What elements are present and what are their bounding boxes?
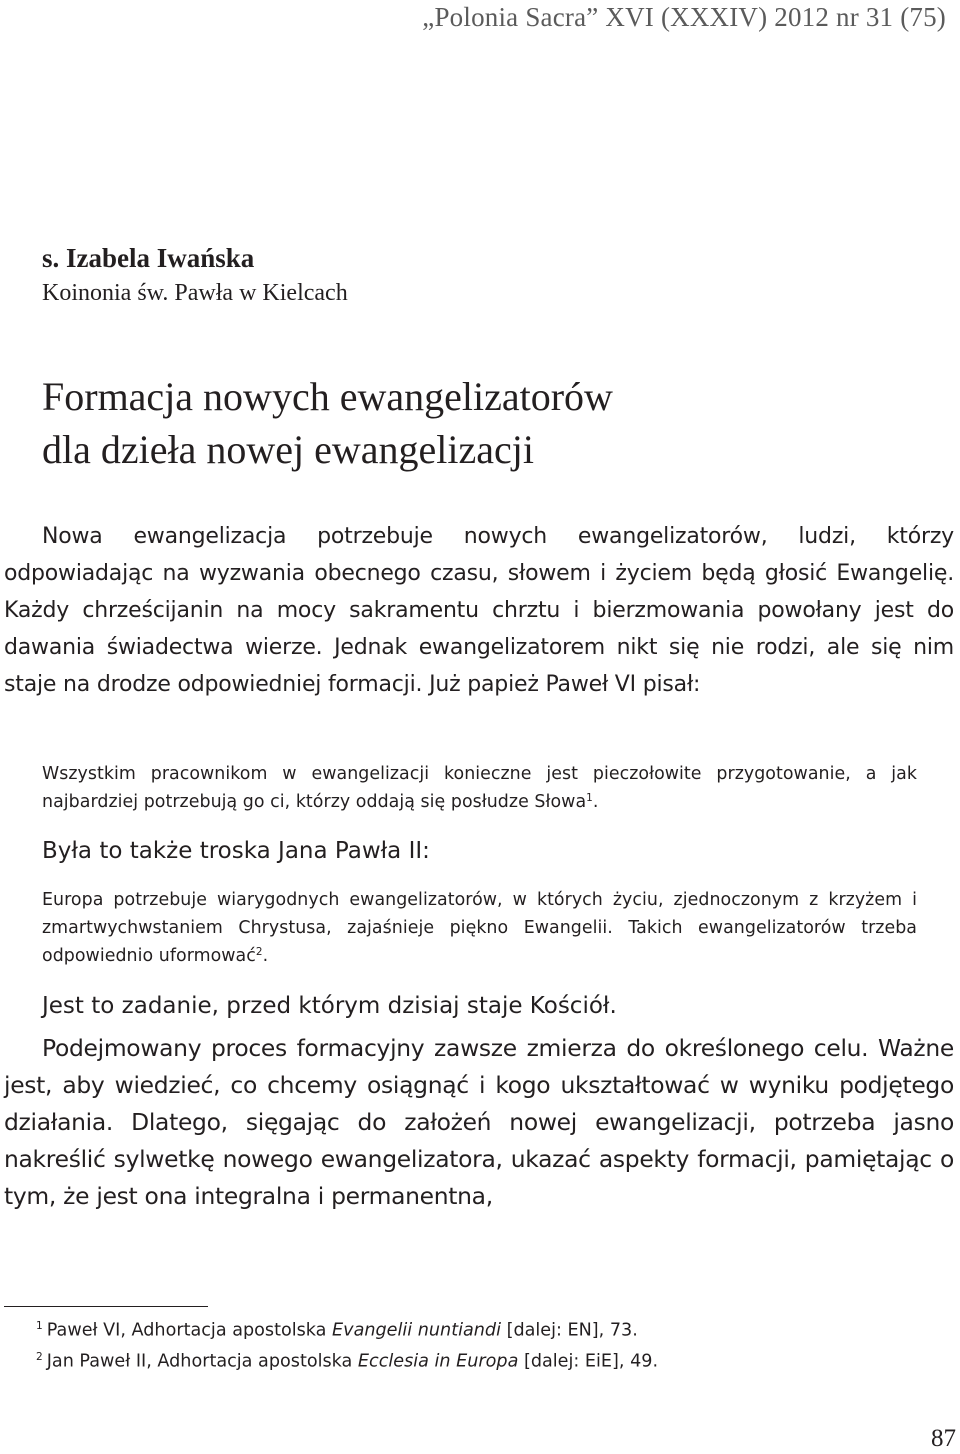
footnote-2-pre: Jan Paweł II, Adhortacja apostolska — [46, 1351, 358, 1372]
footnote-1-pre: Paweł VI, Adhortacja apostolska — [46, 1320, 333, 1341]
intro-paragraph-text: Nowa ewangelizacja potrzebuje nowych ewangelizatorów, ludzi, którzy odpowiadając na wyzwania obecnego czasu, słowem i życiem będą głosić Ewangelię. Każdy chrześcijanin na mocy sakramentu chrztu i bierzmowania powołany jest do dawania świadectwa wierze. Jednak ewangelizatorem nikt się nie rodzi, ale się nim staje na drodze odpowiedniej formacji. Już papież Paweł VI pisał: — [4, 524, 954, 697]
quote-paul-vi: Wszystkim pracownikom w ewangelizacji konieczne jest pieczołowite przygotowanie, a jak najbardziej potrzebują go ci, którzy oddają się posłudze Słowa$^1$. — [42, 764, 917, 812]
lead-church-task: Jest to zadanie, przed którym dzisiaj staje Kościół. — [42, 993, 617, 1019]
quote-john-paul-ii: Europa potrzebuje wiarygodnych ewangelizatorów, w których życiu, zjednoczonym z krzyżem i zmartwychwstaniem Chrystusa, zajaśnieje piękno Ewangelii. Takich ewangelizatorów trzeba odpowiednio uformować$^2$. — [42, 890, 917, 966]
footnote-2 — [36, 1351, 658, 1371]
quote-john-paul-ii-text: Europa potrzebuje wiarygodnych ewangelizatorów, w których życiu, zjednoczonym z krzyżem i zmartwychwstaniem Chrystusa, zajaśnieje piękno Ewangelii. Takich ewangelizatorów trzeba odpowiednio uformować — [42, 890, 917, 966]
body-paragraph-text: Podejmowany proces formacyjny zawsze zmierza do określonego celu. Ważne jest, aby wiedzieć, co chcemy osiągnąć i kogo ukształtować w wyniku podjętego działania. Dlatego, sięgając do założeń nowej ewangelizacji, potrzeba jasno nakreślić sylwetkę nowego ewangelizatora, ukazać aspekty formacji, pamiętając o tym, że jest ona integralna i permanentna, — [4, 1034, 954, 1210]
footnote-2-italic: Ecclesia in Europa — [357, 1351, 519, 1372]
journal-header: „Polonia Sacra” XVI (XXXIV) 2012 nr 31 (75) — [422, 2, 946, 32]
quote-paul-vi-text: Wszystkim pracownikom w ewangelizacji konieczne jest pieczołowite przygotowanie, a jak najbardziej potrzebują go ci, którzy oddają się posłudze Słowa — [42, 764, 917, 812]
footnote-ref-2[interactable]: 2 — [255, 945, 263, 958]
author-affiliation: Koinonia św. Pawła w Kielcach — [42, 280, 348, 306]
footnote-2-post: [dalej: EiE], 49. — [518, 1351, 659, 1372]
lead-john-paul-ii: Była to także troska Jana Pawła II: — [42, 838, 430, 864]
intro-paragraph — [4, 518, 954, 703]
footnote-1-number: 1 — [36, 1320, 43, 1332]
author-name: s. Izabela Iwańska — [42, 243, 255, 273]
footnote-ref-1[interactable]: 1 — [586, 791, 593, 804]
footnote-1 — [36, 1320, 638, 1340]
footnote-1-italic: Evangelii nuntiandi — [332, 1320, 501, 1341]
page-number: 87 — [931, 1425, 956, 1452]
title-line-2: dla dzieła nowej ewangelizacji — [42, 427, 534, 472]
footnote-1-post: [dalej: EN], 73. — [500, 1320, 638, 1341]
footnote-2-number: 2 — [36, 1351, 43, 1363]
footnote-separator — [4, 1306, 208, 1307]
title-line-1: Formacja nowych ewangelizatorów — [42, 374, 613, 419]
body-paragraph — [4, 1030, 954, 1215]
article-title — [42, 370, 613, 476]
